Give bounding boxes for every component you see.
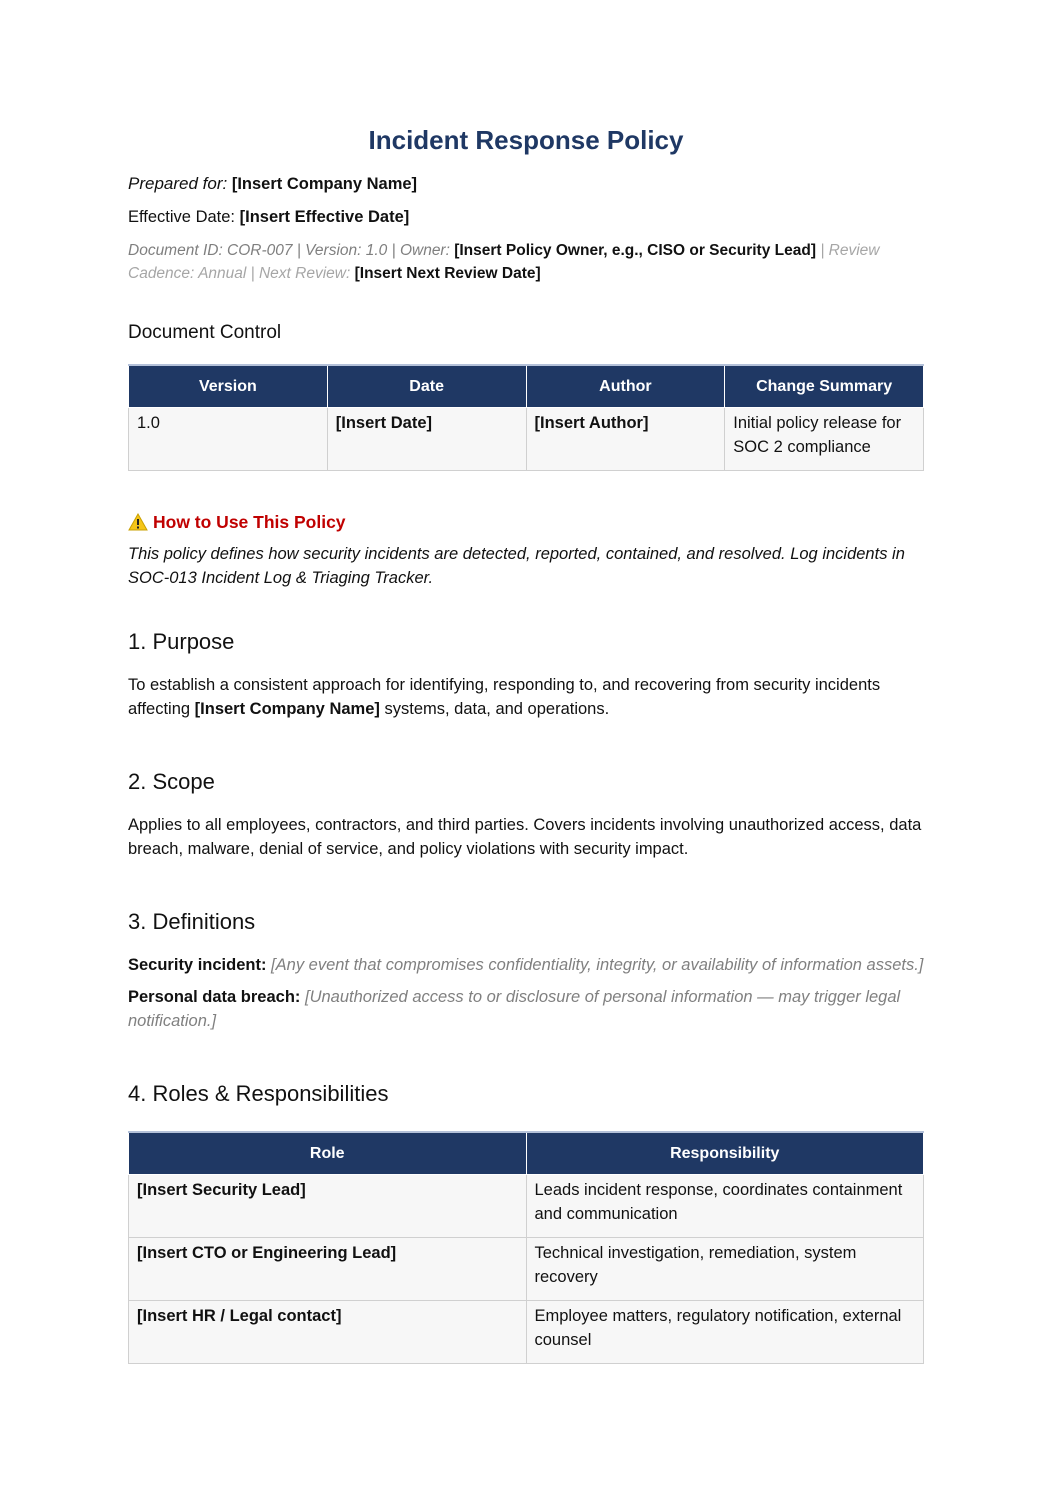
roles-table (128, 1131, 924, 1364)
definition-text: [Any event that compromises confidentiality, integrity, or availability of information assets.] (271, 956, 924, 974)
purpose-text-before: To establish a consistent approach for identifying, responding to, and recovering from security incidents affecting (128, 676, 881, 718)
section-heading-purpose: 1. Purpose (128, 629, 235, 654)
document-title: Incident Response Policy (368, 125, 684, 155)
scope-text: Applies to all employees, contractors, and third parties. Covers incidents involving unauthorized access, data breach, malware, denial of service, and policy violations with security impact. (128, 816, 922, 858)
how-to-use-title: How to Use This Policy (153, 512, 346, 532)
column-header-author: Author (526, 365, 725, 408)
cell-role-value: [Insert Security Lead] (137, 1181, 306, 1199)
table-row (129, 1175, 924, 1238)
section-heading-scope: 2. Scope (128, 769, 215, 794)
prepared-for-line (128, 173, 924, 195)
cell-author (526, 408, 725, 471)
meta-next-review: [Insert Next Review Date] (354, 265, 541, 282)
cell-responsibility: Leads incident response, coordinates containment and communication (526, 1175, 924, 1238)
document-control-table (128, 364, 924, 471)
cell-date (327, 408, 526, 471)
table-row (129, 408, 924, 471)
document-meta (128, 239, 924, 285)
meta-owner: [Insert Policy Owner, e.g., CISO or Security Lead] (454, 242, 816, 259)
prepared-for-value: [Insert Company Name] (231, 175, 418, 193)
effective-date-value: [Insert Effective Date] (239, 208, 410, 226)
cell-role-value: [Insert CTO or Engineering Lead] (137, 1244, 397, 1262)
column-header-role: Role (129, 1132, 527, 1175)
meta-doc-id: Document ID: COR-007 | Version: 1.0 | Owner: (128, 242, 450, 259)
prepared-for-label: Prepared for: (128, 174, 228, 193)
cell-role (129, 1238, 527, 1301)
how-to-use-heading (128, 510, 924, 534)
definition-item (128, 953, 924, 977)
cell-responsibility: Employee matters, regulatory notification, external counsel (526, 1301, 924, 1364)
definition-term: Personal data breach: (128, 988, 301, 1006)
definition-item (128, 985, 924, 1033)
document-control-heading: Document Control (128, 322, 282, 343)
cell-date-value: [Insert Date] (335, 414, 433, 432)
cell-responsibility: Technical investigation, remediation, system recovery (526, 1238, 924, 1301)
section-heading-roles: 4. Roles & Responsibilities (128, 1081, 389, 1106)
table-row (129, 1238, 924, 1301)
purpose-text-after: systems, data, and operations. (384, 700, 610, 718)
definition-term: Security incident: (128, 956, 267, 974)
cell-version: 1.0 (129, 408, 328, 471)
cell-role (129, 1175, 527, 1238)
definition-text: [Unauthorized access to or disclosure of personal information — may trigger legal notification.] (128, 988, 901, 1030)
meta-cadence: | Review Cadence: Annual | Next Review: (128, 242, 880, 282)
warning-icon (128, 513, 148, 531)
column-header-date: Date (327, 365, 526, 408)
cell-author-value: [Insert Author] (534, 414, 649, 432)
table-header-row (129, 1132, 924, 1175)
table-row (129, 1301, 924, 1364)
column-header-version: Version (129, 365, 328, 408)
cell-change-summary: Initial policy release for SOC 2 compliance (725, 408, 924, 471)
column-header-change-summary: Change Summary (725, 365, 924, 408)
how-to-use-text: This policy defines how security incidents are detected, reported, contained, and resolved. Log incidents in SOC-013 Incident Log & Triaging Tracker. (128, 545, 905, 587)
purpose-company: [Insert Company Name] (194, 700, 380, 718)
effective-date-label: Effective Date: (128, 208, 236, 226)
section-heading-definitions: 3. Definitions (128, 909, 256, 934)
cell-role-value: [Insert HR / Legal contact] (137, 1307, 342, 1325)
cell-role (129, 1301, 527, 1364)
purpose-text (128, 673, 924, 721)
column-header-responsibility: Responsibility (526, 1132, 924, 1175)
table-header-row (129, 365, 924, 408)
effective-date-line (128, 206, 924, 228)
